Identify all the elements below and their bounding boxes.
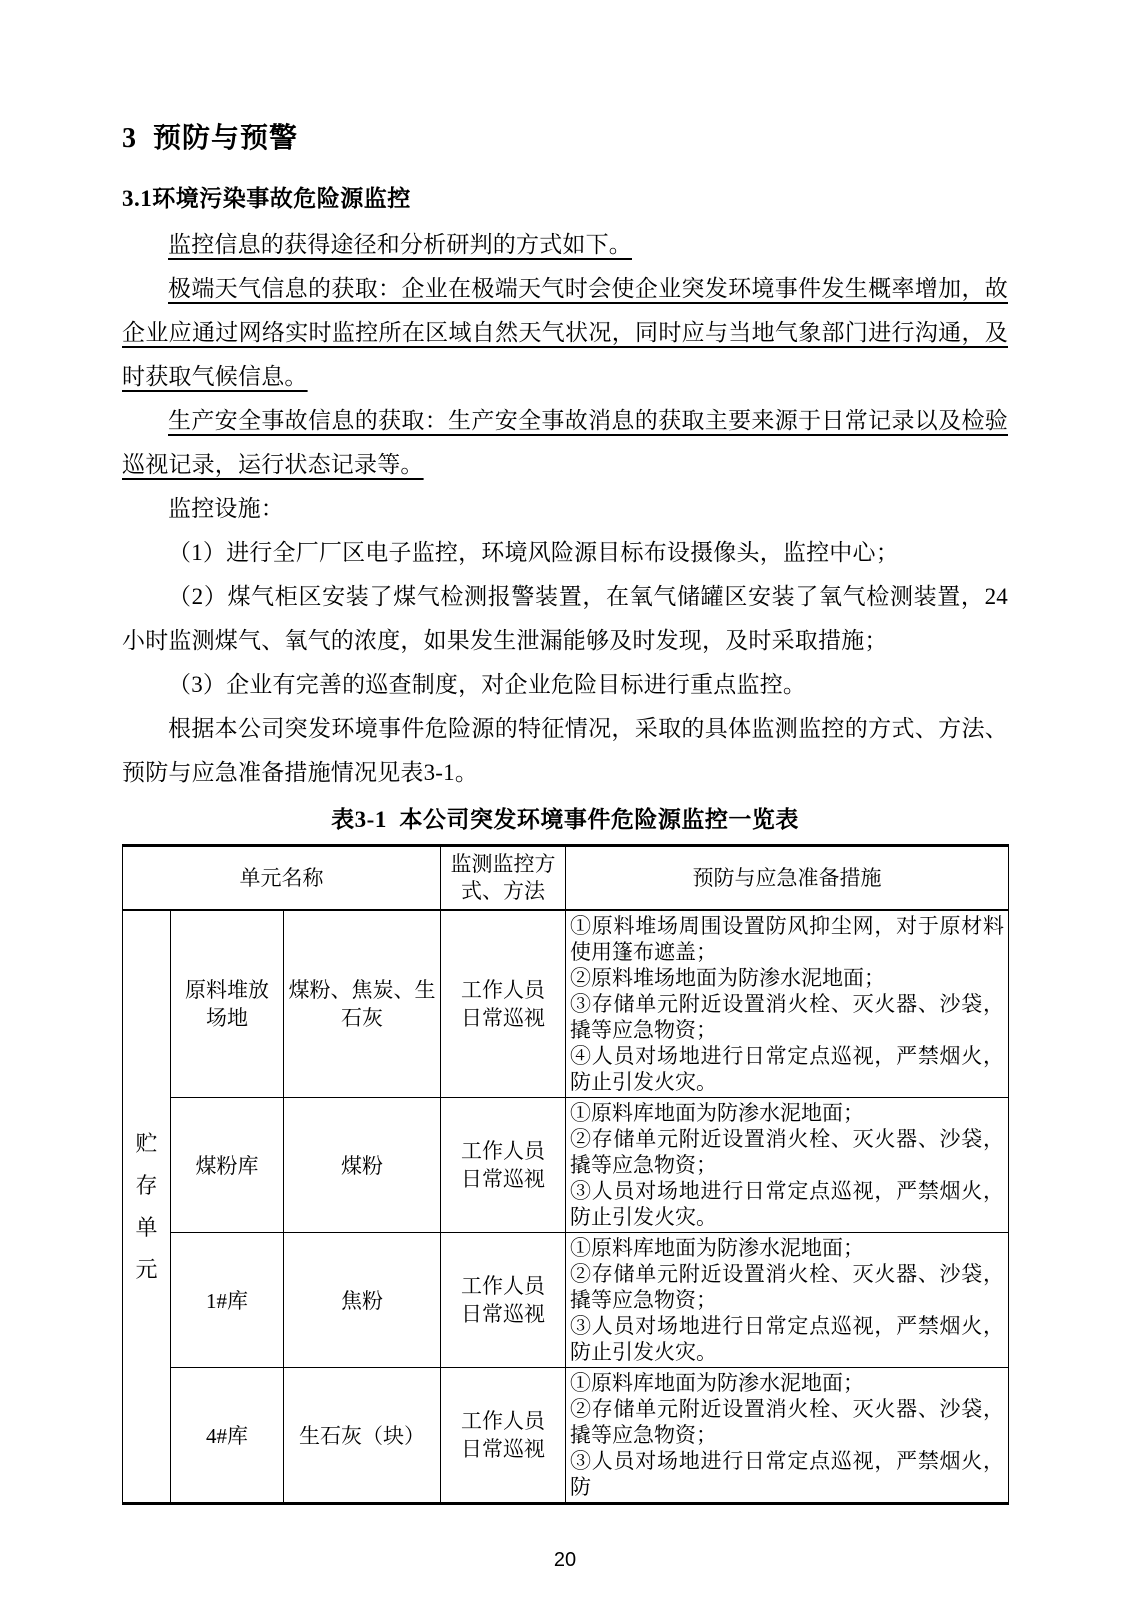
cell-measures: ①原料库地面为防渗水泥地面； ②存储单元附近设置消火栓、灭火器、沙袋，撬等应急物资； ③人员对场地进行日常定点巡视，严禁烟火，防止引发火灾。 <box>566 1233 1009 1368</box>
table-caption: 表3-1 本公司突发环境事件危险源监控一览表 <box>331 807 799 832</box>
paragraph-monitoring-facilities: 监控设施： <box>168 496 284 521</box>
cell-method: 工作人员日常巡视 <box>441 910 566 1098</box>
table-header-row <box>123 846 1009 911</box>
cell-method: 工作人员日常巡视 <box>441 1098 566 1233</box>
cell-unit: 4#库 <box>171 1368 284 1504</box>
cell-material: 焦粉 <box>284 1233 441 1368</box>
paragraph-table-intro: 根据本公司突发环境事件危险源的特征情况，采取的具体监测监控的方式、方法、预防与应急准备措施情况见表3-1。 <box>122 716 1008 785</box>
paragraph-item-3: （3）企业有完善的巡查制度，对企业危险目标进行重点监控。 <box>168 672 807 697</box>
paragraph-monitoring-info: 监控信息的获得途径和分析研判的方式如下。 <box>168 232 632 257</box>
cell-measures: ①原料库地面为防渗水泥地面； ②存储单元附近设置消火栓、灭火器、沙袋，撬等应急物资； ③人员对场地进行日常定点巡视，严禁烟火，防 <box>566 1368 1009 1504</box>
cell-measures: ①原料堆场周围设置防风抑尘网，对于原材料使用篷布遮盖； ②原料堆场地面为防渗水泥地面； ③存储单元附近设置消火栓、灭火器、沙袋，撬等应急物资； ④人员对场地进行日常定点巡视，严禁烟火，防止引发火灾。 <box>566 910 1009 1098</box>
cell-material: 生石灰（块） <box>284 1368 441 1504</box>
hazard-source-monitoring-table <box>122 844 1009 1505</box>
paragraph-item-2: （2）煤气柜区安装了煤气检测报警装置，在氧气储罐区安装了氧气检测装置，24小时监测煤气、氧气的浓度，如果发生泄漏能够及时发现，及时采取措施； <box>122 584 1008 653</box>
table-row-raw-material-yard <box>123 910 1009 1098</box>
table-row-warehouse-1 <box>123 1233 1009 1368</box>
cell-unit: 煤粉库 <box>171 1098 284 1233</box>
subsection-heading: 3.1环境污染事故危险源监控 <box>122 186 411 211</box>
paragraph-item-1: （1）进行全厂厂区电子监控，环境风险源目标布设摄像头，监控中心； <box>168 540 899 565</box>
cell-measures: ①原料库地面为防渗水泥地面； ②存储单元附近设置消火栓、灭火器、沙袋，撬等应急物资； ③人员对场地进行日常定点巡视，严禁烟火，防止引发火灾。 <box>566 1098 1009 1233</box>
cell-method: 工作人员日常巡视 <box>441 1368 566 1504</box>
cell-material: 煤粉、焦炭、生石灰 <box>284 910 441 1098</box>
cell-material: 煤粉 <box>284 1098 441 1233</box>
paragraph-extreme-weather: 极端天气信息的获取：企业在极端天气时会使企业突发环境事件发生概率增加，故企业应通过网络实时监控所在区域自然天气状况，同时应与当地气象部门进行沟通，及时获取气候信息。 <box>122 276 1008 389</box>
row-group-label: 贮存单元 <box>135 1130 158 1282</box>
column-header-unit-name: 单元名称 <box>123 846 441 911</box>
column-header-measures: 预防与应急准备措施 <box>566 846 1009 911</box>
paragraph-safety-accident-info: 生产安全事故信息的获取：生产安全事故消息的获取主要来源于日常记录以及检验巡视记录，运行状态记录等。 <box>122 408 1008 477</box>
table-row-warehouse-4 <box>123 1368 1009 1504</box>
column-header-monitor-method: 监测监控方式、方法 <box>441 846 566 911</box>
table-row-coal-powder-warehouse <box>123 1098 1009 1233</box>
cell-unit: 1#库 <box>171 1233 284 1368</box>
section-heading: 3 预防与预警 <box>122 123 299 154</box>
page-number: 20 <box>553 1549 577 1571</box>
cell-method: 工作人员日常巡视 <box>441 1233 566 1368</box>
row-group-cell-storage-unit <box>123 910 171 1504</box>
cell-unit: 原料堆放场地 <box>171 910 284 1098</box>
